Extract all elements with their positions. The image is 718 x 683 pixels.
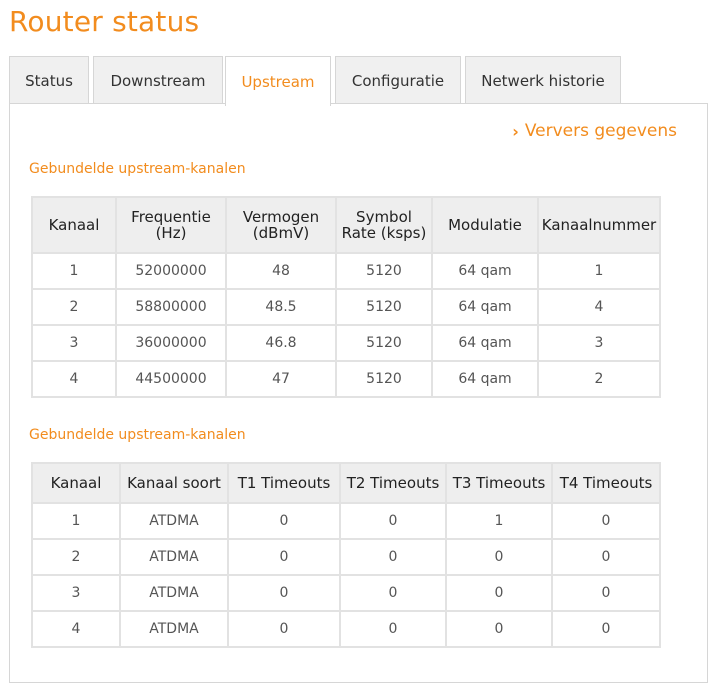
table-header-row (32, 197, 660, 253)
table-cell: 5120 (336, 325, 432, 361)
table-cell: 0 (340, 611, 446, 647)
table-cell: 0 (340, 503, 446, 539)
table-cell: 0 (552, 539, 660, 575)
table-cell: 4 (538, 289, 660, 325)
table-cell: 4 (32, 361, 116, 397)
column-header: Kanaal soort (120, 463, 228, 503)
table-cell: ATDMA (120, 575, 228, 611)
table-cell: 0 (228, 539, 340, 575)
column-header: Kanaal (32, 197, 116, 253)
table-cell: 0 (552, 611, 660, 647)
table-row (32, 539, 660, 575)
column-header: Vermogen (dBmV) (226, 197, 336, 253)
tab-upstream[interactable]: Upstream (225, 56, 331, 106)
tab-downstream[interactable]: Downstream (93, 56, 223, 104)
table-cell: 2 (538, 361, 660, 397)
table-cell: 36000000 (116, 325, 226, 361)
table-cell: 48 (226, 253, 336, 289)
table-row (32, 503, 660, 539)
table-cell: 0 (552, 503, 660, 539)
column-header: Modulatie (432, 197, 538, 253)
column-header: Symbol Rate (ksps) (336, 197, 432, 253)
table-row (32, 575, 660, 611)
table-cell: 1 (538, 253, 660, 289)
table-cell: 44500000 (116, 361, 226, 397)
table-cell: 58800000 (116, 289, 226, 325)
table-cell: 0 (552, 575, 660, 611)
table-cell: 5120 (336, 361, 432, 397)
table-cell: 3 (32, 575, 120, 611)
table-cell: 1 (32, 253, 116, 289)
table-row (32, 253, 660, 289)
table-cell: 64 qam (432, 253, 538, 289)
section-title-timeouts: Gebundelde upstream-kanalen (29, 427, 246, 443)
table-cell: ATDMA (120, 503, 228, 539)
tab-netwerk-historie[interactable]: Netwerk historie (465, 56, 621, 104)
table-cell: 5120 (336, 289, 432, 325)
table-cell: 0 (446, 539, 552, 575)
table-cell: 48.5 (226, 289, 336, 325)
table-cell: 47 (226, 361, 336, 397)
column-header: T4 Timeouts (552, 463, 660, 503)
table-cell: 0 (228, 575, 340, 611)
tab-configuratie[interactable]: Configuratie (335, 56, 461, 104)
table-row (32, 611, 660, 647)
table-cell: 64 qam (432, 361, 538, 397)
table-cell: 64 qam (432, 289, 538, 325)
table-header-row (32, 463, 660, 503)
chevron-right-icon: › (512, 121, 519, 141)
table-cell: 0 (228, 611, 340, 647)
table-cell: 3 (538, 325, 660, 361)
table-cell: 0 (228, 503, 340, 539)
table-cell: 64 qam (432, 325, 538, 361)
table-cell: 2 (32, 539, 120, 575)
table-cell: 0 (446, 611, 552, 647)
column-header: T3 Timeouts (446, 463, 552, 503)
column-header: Kanaalnummer (538, 197, 660, 253)
table-row (32, 289, 660, 325)
table-cell: 0 (446, 575, 552, 611)
section-title-bonded-channels: Gebundelde upstream-kanalen (29, 161, 246, 177)
table-cell: ATDMA (120, 611, 228, 647)
table-cell: 52000000 (116, 253, 226, 289)
table-cell: 0 (340, 539, 446, 575)
upstream-channels-table (31, 196, 661, 398)
table-cell: 1 (446, 503, 552, 539)
table-cell: 46.8 (226, 325, 336, 361)
table-cell: 1 (32, 503, 120, 539)
column-header: T2 Timeouts (340, 463, 446, 503)
table-row (32, 361, 660, 397)
table-cell: 0 (340, 575, 446, 611)
column-header: T1 Timeouts (228, 463, 340, 503)
refresh-label: Ververs gegevens (524, 121, 677, 141)
table-row (32, 325, 660, 361)
table-cell: 3 (32, 325, 116, 361)
page-title: Router status (9, 5, 200, 38)
table-cell: ATDMA (120, 539, 228, 575)
column-header: Frequentie (Hz) (116, 197, 226, 253)
upstream-timeouts-table (31, 462, 661, 648)
tab-status[interactable]: Status (9, 56, 89, 104)
table-cell: 5120 (336, 253, 432, 289)
table-cell: 2 (32, 289, 116, 325)
table-cell: 4 (32, 611, 120, 647)
column-header: Kanaal (32, 463, 120, 503)
refresh-link[interactable] (512, 121, 677, 141)
